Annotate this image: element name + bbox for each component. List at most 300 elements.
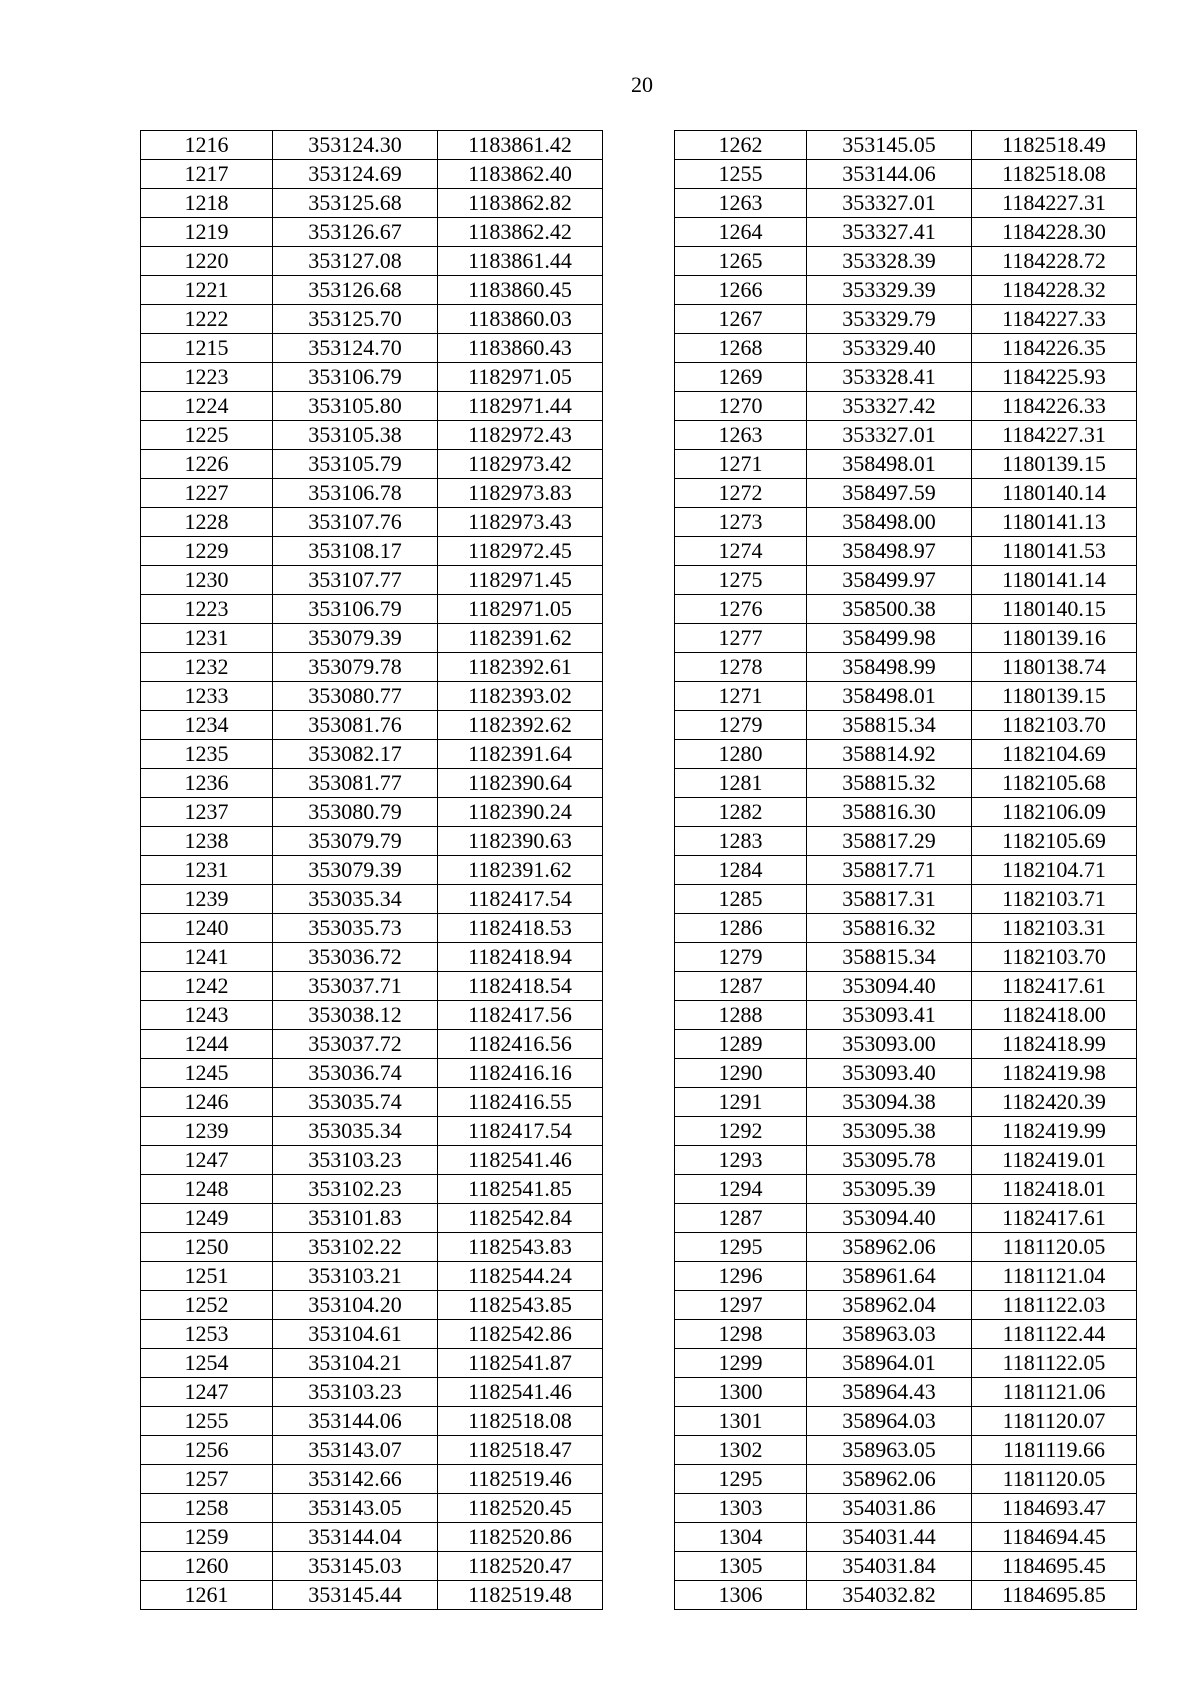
x-coordinate-cell: 358815.32 [807, 769, 972, 798]
point-number-cell: 1255 [141, 1407, 273, 1436]
table-row [141, 537, 603, 566]
table-row [675, 1436, 1137, 1465]
y-coordinate-cell: 1180141.14 [972, 566, 1137, 595]
point-number-cell: 1302 [675, 1436, 807, 1465]
point-number-cell: 1288 [675, 1001, 807, 1030]
point-number-cell: 1247 [141, 1146, 273, 1175]
point-number-cell: 1256 [141, 1436, 273, 1465]
point-number-cell: 1230 [141, 566, 273, 595]
y-coordinate-cell: 1180141.53 [972, 537, 1137, 566]
y-coordinate-cell: 1184225.93 [972, 363, 1137, 392]
y-coordinate-cell: 1182542.84 [438, 1204, 603, 1233]
page-number: 20 [631, 72, 653, 97]
point-number-cell: 1235 [141, 740, 273, 769]
y-coordinate-cell: 1182103.71 [972, 885, 1137, 914]
point-number-cell: 1232 [141, 653, 273, 682]
table-row [141, 1465, 603, 1494]
y-coordinate-cell: 1182518.08 [438, 1407, 603, 1436]
y-coordinate-cell: 1182541.46 [438, 1146, 603, 1175]
y-coordinate-cell: 1183860.45 [438, 276, 603, 305]
table-row [141, 276, 603, 305]
y-coordinate-cell: 1182103.31 [972, 914, 1137, 943]
coordinates-table-right [674, 130, 1137, 1610]
y-coordinate-cell: 1184693.47 [972, 1494, 1137, 1523]
x-coordinate-cell: 353079.78 [273, 653, 438, 682]
x-coordinate-cell: 353126.68 [273, 276, 438, 305]
y-coordinate-cell: 1183860.43 [438, 334, 603, 363]
x-coordinate-cell: 353108.17 [273, 537, 438, 566]
point-number-cell: 1259 [141, 1523, 273, 1552]
table-row [675, 247, 1137, 276]
table-row [675, 1146, 1137, 1175]
x-coordinate-cell: 353080.77 [273, 682, 438, 711]
table-row [675, 856, 1137, 885]
point-number-cell: 1270 [675, 392, 807, 421]
y-coordinate-cell: 1182543.85 [438, 1291, 603, 1320]
y-coordinate-cell: 1182390.64 [438, 769, 603, 798]
y-coordinate-cell: 1184226.33 [972, 392, 1137, 421]
x-coordinate-cell: 353095.39 [807, 1175, 972, 1204]
table-row [141, 1233, 603, 1262]
point-number-cell: 1227 [141, 479, 273, 508]
x-coordinate-cell: 353037.71 [273, 972, 438, 1001]
point-number-cell: 1300 [675, 1378, 807, 1407]
y-coordinate-cell: 1184695.45 [972, 1552, 1137, 1581]
y-coordinate-cell: 1184227.31 [972, 421, 1137, 450]
x-coordinate-cell: 358961.64 [807, 1262, 972, 1291]
y-coordinate-cell: 1182418.00 [972, 1001, 1137, 1030]
point-number-cell: 1242 [141, 972, 273, 1001]
x-coordinate-cell: 353329.39 [807, 276, 972, 305]
y-coordinate-cell: 1182392.61 [438, 653, 603, 682]
y-coordinate-cell: 1182417.56 [438, 1001, 603, 1030]
y-coordinate-cell: 1181119.66 [972, 1436, 1137, 1465]
y-coordinate-cell: 1182105.68 [972, 769, 1137, 798]
table-row [675, 160, 1137, 189]
table-row [675, 508, 1137, 537]
y-coordinate-cell: 1182973.42 [438, 450, 603, 479]
x-coordinate-cell: 354031.44 [807, 1523, 972, 1552]
x-coordinate-cell: 353037.72 [273, 1030, 438, 1059]
x-coordinate-cell: 353106.79 [273, 363, 438, 392]
x-coordinate-cell: 353327.01 [807, 421, 972, 450]
point-number-cell: 1263 [675, 189, 807, 218]
x-coordinate-cell: 358817.29 [807, 827, 972, 856]
table-row [675, 740, 1137, 769]
x-coordinate-cell: 358963.03 [807, 1320, 972, 1349]
y-coordinate-cell: 1182417.61 [972, 972, 1137, 1001]
table-row [675, 1001, 1137, 1030]
point-number-cell: 1243 [141, 1001, 273, 1030]
y-coordinate-cell: 1182416.16 [438, 1059, 603, 1088]
point-number-cell: 1215 [141, 334, 273, 363]
y-coordinate-cell: 1182419.99 [972, 1117, 1137, 1146]
table-row [141, 595, 603, 624]
point-number-cell: 1249 [141, 1204, 273, 1233]
x-coordinate-cell: 358498.99 [807, 653, 972, 682]
x-coordinate-cell: 353102.23 [273, 1175, 438, 1204]
x-coordinate-cell: 353124.70 [273, 334, 438, 363]
x-coordinate-cell: 353145.44 [273, 1581, 438, 1610]
y-coordinate-cell: 1182418.99 [972, 1030, 1137, 1059]
y-coordinate-cell: 1182104.71 [972, 856, 1137, 885]
x-coordinate-cell: 353145.03 [273, 1552, 438, 1581]
point-number-cell: 1257 [141, 1465, 273, 1494]
y-coordinate-cell: 1180141.13 [972, 508, 1137, 537]
table-row [675, 1262, 1137, 1291]
x-coordinate-cell: 358499.98 [807, 624, 972, 653]
point-number-cell: 1269 [675, 363, 807, 392]
x-coordinate-cell: 353038.12 [273, 1001, 438, 1030]
y-coordinate-cell: 1184228.30 [972, 218, 1137, 247]
table-row [675, 827, 1137, 856]
x-coordinate-cell: 353035.34 [273, 885, 438, 914]
y-coordinate-cell: 1183862.42 [438, 218, 603, 247]
x-coordinate-cell: 353095.78 [807, 1146, 972, 1175]
y-coordinate-cell: 1182972.45 [438, 537, 603, 566]
table-row [141, 827, 603, 856]
point-number-cell: 1258 [141, 1494, 273, 1523]
point-number-cell: 1303 [675, 1494, 807, 1523]
x-coordinate-cell: 353105.38 [273, 421, 438, 450]
table-row [675, 1581, 1137, 1610]
point-number-cell: 1219 [141, 218, 273, 247]
x-coordinate-cell: 353328.41 [807, 363, 972, 392]
y-coordinate-cell: 1184227.33 [972, 305, 1137, 334]
point-number-cell: 1245 [141, 1059, 273, 1088]
table-row [675, 450, 1137, 479]
point-number-cell: 1275 [675, 566, 807, 595]
point-number-cell: 1216 [141, 131, 273, 160]
table-row [675, 711, 1137, 740]
point-number-cell: 1306 [675, 1581, 807, 1610]
y-coordinate-cell: 1181121.06 [972, 1378, 1137, 1407]
table-row [675, 885, 1137, 914]
point-number-cell: 1251 [141, 1262, 273, 1291]
point-number-cell: 1299 [675, 1349, 807, 1378]
point-number-cell: 1272 [675, 479, 807, 508]
y-coordinate-cell: 1182420.39 [972, 1088, 1137, 1117]
table-row [675, 1378, 1137, 1407]
y-coordinate-cell: 1181122.44 [972, 1320, 1137, 1349]
table-row [141, 1030, 603, 1059]
table-row [675, 1291, 1137, 1320]
x-coordinate-cell: 353095.38 [807, 1117, 972, 1146]
x-coordinate-cell: 358963.05 [807, 1436, 972, 1465]
point-number-cell: 1233 [141, 682, 273, 711]
x-coordinate-cell: 358964.03 [807, 1407, 972, 1436]
x-coordinate-cell: 353142.66 [273, 1465, 438, 1494]
table-row [675, 1407, 1137, 1436]
x-coordinate-cell: 353079.39 [273, 856, 438, 885]
y-coordinate-cell: 1182543.83 [438, 1233, 603, 1262]
table-row [141, 798, 603, 827]
table-row [141, 711, 603, 740]
y-coordinate-cell: 1182418.53 [438, 914, 603, 943]
x-coordinate-cell: 358816.30 [807, 798, 972, 827]
point-number-cell: 1291 [675, 1088, 807, 1117]
point-number-cell: 1260 [141, 1552, 273, 1581]
y-coordinate-cell: 1184695.85 [972, 1581, 1137, 1610]
x-coordinate-cell: 353081.76 [273, 711, 438, 740]
y-coordinate-cell: 1182971.45 [438, 566, 603, 595]
y-coordinate-cell: 1182541.46 [438, 1378, 603, 1407]
table-row [141, 1436, 603, 1465]
table-row [141, 189, 603, 218]
table-row [141, 1349, 603, 1378]
table-row [675, 218, 1137, 247]
point-number-cell: 1282 [675, 798, 807, 827]
table-row [141, 305, 603, 334]
y-coordinate-cell: 1182418.54 [438, 972, 603, 1001]
x-coordinate-cell: 353104.61 [273, 1320, 438, 1349]
x-coordinate-cell: 353103.21 [273, 1262, 438, 1291]
y-coordinate-cell: 1182418.01 [972, 1175, 1137, 1204]
y-coordinate-cell: 1181120.07 [972, 1407, 1137, 1436]
y-coordinate-cell: 1182972.43 [438, 421, 603, 450]
coordinates-table-left [140, 130, 603, 1610]
table-row [141, 624, 603, 653]
table-row [675, 537, 1137, 566]
x-coordinate-cell: 353094.40 [807, 1204, 972, 1233]
table-row [675, 1523, 1137, 1552]
table-row [141, 1088, 603, 1117]
y-coordinate-cell: 1183862.82 [438, 189, 603, 218]
y-coordinate-cell: 1182390.63 [438, 827, 603, 856]
x-coordinate-cell: 358817.31 [807, 885, 972, 914]
x-coordinate-cell: 353080.79 [273, 798, 438, 827]
table-row [141, 1320, 603, 1349]
point-number-cell: 1220 [141, 247, 273, 276]
table-row [675, 1175, 1137, 1204]
y-coordinate-cell: 1182544.24 [438, 1262, 603, 1291]
table-row [675, 421, 1137, 450]
point-number-cell: 1279 [675, 711, 807, 740]
x-coordinate-cell: 353036.74 [273, 1059, 438, 1088]
y-coordinate-cell: 1182971.05 [438, 363, 603, 392]
x-coordinate-cell: 353124.69 [273, 160, 438, 189]
y-coordinate-cell: 1180139.16 [972, 624, 1137, 653]
table-row [141, 682, 603, 711]
x-coordinate-cell: 353143.05 [273, 1494, 438, 1523]
point-number-cell: 1252 [141, 1291, 273, 1320]
x-coordinate-cell: 353036.72 [273, 943, 438, 972]
x-coordinate-cell: 353104.21 [273, 1349, 438, 1378]
table-row [141, 247, 603, 276]
point-number-cell: 1295 [675, 1233, 807, 1262]
point-number-cell: 1273 [675, 508, 807, 537]
point-number-cell: 1238 [141, 827, 273, 856]
point-number-cell: 1298 [675, 1320, 807, 1349]
point-number-cell: 1294 [675, 1175, 807, 1204]
x-coordinate-cell: 358498.01 [807, 682, 972, 711]
table-row [141, 653, 603, 682]
y-coordinate-cell: 1182542.86 [438, 1320, 603, 1349]
x-coordinate-cell: 353105.80 [273, 392, 438, 421]
x-coordinate-cell: 353125.70 [273, 305, 438, 334]
y-coordinate-cell: 1180139.15 [972, 450, 1137, 479]
y-coordinate-cell: 1182520.45 [438, 1494, 603, 1523]
x-coordinate-cell: 358814.92 [807, 740, 972, 769]
point-number-cell: 1224 [141, 392, 273, 421]
point-number-cell: 1223 [141, 595, 273, 624]
point-number-cell: 1287 [675, 972, 807, 1001]
x-coordinate-cell: 353107.76 [273, 508, 438, 537]
y-coordinate-cell: 1182390.24 [438, 798, 603, 827]
x-coordinate-cell: 358498.01 [807, 450, 972, 479]
x-coordinate-cell: 354031.84 [807, 1552, 972, 1581]
point-number-cell: 1290 [675, 1059, 807, 1088]
table-row [141, 1001, 603, 1030]
y-coordinate-cell: 1184226.35 [972, 334, 1137, 363]
point-number-cell: 1296 [675, 1262, 807, 1291]
y-coordinate-cell: 1181121.04 [972, 1262, 1137, 1291]
table-row [141, 479, 603, 508]
table-row [141, 972, 603, 1001]
x-coordinate-cell: 353329.40 [807, 334, 972, 363]
y-coordinate-cell: 1182419.01 [972, 1146, 1137, 1175]
point-number-cell: 1246 [141, 1088, 273, 1117]
x-coordinate-cell: 353107.77 [273, 566, 438, 595]
table-row [141, 1378, 603, 1407]
x-coordinate-cell: 358498.00 [807, 508, 972, 537]
table-row [675, 972, 1137, 1001]
point-number-cell: 1271 [675, 682, 807, 711]
y-coordinate-cell: 1182541.87 [438, 1349, 603, 1378]
y-coordinate-cell: 1182419.98 [972, 1059, 1137, 1088]
y-coordinate-cell: 1182417.54 [438, 1117, 603, 1146]
point-number-cell: 1279 [675, 943, 807, 972]
y-coordinate-cell: 1182418.94 [438, 943, 603, 972]
y-coordinate-cell: 1182105.69 [972, 827, 1137, 856]
x-coordinate-cell: 358815.34 [807, 711, 972, 740]
table-row [141, 1117, 603, 1146]
x-coordinate-cell: 353144.04 [273, 1523, 438, 1552]
y-coordinate-cell: 1182103.70 [972, 711, 1137, 740]
table-row [675, 1552, 1137, 1581]
point-number-cell: 1293 [675, 1146, 807, 1175]
y-coordinate-cell: 1184694.45 [972, 1523, 1137, 1552]
table-row [141, 160, 603, 189]
y-coordinate-cell: 1184227.31 [972, 189, 1137, 218]
point-number-cell: 1229 [141, 537, 273, 566]
point-number-cell: 1261 [141, 1581, 273, 1610]
x-coordinate-cell: 353328.39 [807, 247, 972, 276]
y-coordinate-cell: 1182541.85 [438, 1175, 603, 1204]
point-number-cell: 1244 [141, 1030, 273, 1059]
x-coordinate-cell: 358964.43 [807, 1378, 972, 1407]
table-row [141, 421, 603, 450]
point-number-cell: 1281 [675, 769, 807, 798]
x-coordinate-cell: 353105.79 [273, 450, 438, 479]
y-coordinate-cell: 1180139.15 [972, 682, 1137, 711]
point-number-cell: 1264 [675, 218, 807, 247]
table-row [141, 1262, 603, 1291]
table-row [141, 363, 603, 392]
x-coordinate-cell: 353126.67 [273, 218, 438, 247]
y-coordinate-cell: 1182417.61 [972, 1204, 1137, 1233]
x-coordinate-cell: 353081.77 [273, 769, 438, 798]
table-row [141, 334, 603, 363]
point-number-cell: 1253 [141, 1320, 273, 1349]
point-number-cell: 1222 [141, 305, 273, 334]
point-number-cell: 1254 [141, 1349, 273, 1378]
table-row [675, 392, 1137, 421]
x-coordinate-cell: 354031.86 [807, 1494, 972, 1523]
y-coordinate-cell: 1181120.05 [972, 1233, 1137, 1262]
table-row [141, 1581, 603, 1610]
point-number-cell: 1276 [675, 595, 807, 624]
point-number-cell: 1278 [675, 653, 807, 682]
y-coordinate-cell: 1182973.83 [438, 479, 603, 508]
x-coordinate-cell: 353144.06 [273, 1407, 438, 1436]
x-coordinate-cell: 358962.06 [807, 1465, 972, 1494]
x-coordinate-cell: 353125.68 [273, 189, 438, 218]
table-row [141, 392, 603, 421]
table-row [141, 1146, 603, 1175]
point-number-cell: 1218 [141, 189, 273, 218]
x-coordinate-cell: 353093.00 [807, 1030, 972, 1059]
table-row [675, 595, 1137, 624]
point-number-cell: 1221 [141, 276, 273, 305]
x-coordinate-cell: 353143.07 [273, 1436, 438, 1465]
point-number-cell: 1265 [675, 247, 807, 276]
y-coordinate-cell: 1183861.44 [438, 247, 603, 276]
y-coordinate-cell: 1182973.43 [438, 508, 603, 537]
y-coordinate-cell: 1182391.62 [438, 856, 603, 885]
y-coordinate-cell: 1182417.54 [438, 885, 603, 914]
table-row [675, 1233, 1137, 1262]
table-row [675, 1465, 1137, 1494]
x-coordinate-cell: 358962.04 [807, 1291, 972, 1320]
table-row [141, 1291, 603, 1320]
point-number-cell: 1286 [675, 914, 807, 943]
table-row [675, 1059, 1137, 1088]
x-coordinate-cell: 353093.40 [807, 1059, 972, 1088]
table-row [675, 479, 1137, 508]
point-number-cell: 1237 [141, 798, 273, 827]
y-coordinate-cell: 1182518.49 [972, 131, 1137, 160]
table-row [141, 508, 603, 537]
x-coordinate-cell: 358498.97 [807, 537, 972, 566]
x-coordinate-cell: 353127.08 [273, 247, 438, 276]
y-coordinate-cell: 1182104.69 [972, 740, 1137, 769]
point-number-cell: 1283 [675, 827, 807, 856]
table-row [141, 218, 603, 247]
y-coordinate-cell: 1184228.72 [972, 247, 1137, 276]
table-row [675, 798, 1137, 827]
table-row [675, 189, 1137, 218]
table-row [675, 1494, 1137, 1523]
point-number-cell: 1285 [675, 885, 807, 914]
y-coordinate-cell: 1183860.03 [438, 305, 603, 334]
table-row [141, 131, 603, 160]
x-coordinate-cell: 353103.23 [273, 1378, 438, 1407]
table-row [675, 305, 1137, 334]
y-coordinate-cell: 1181120.05 [972, 1465, 1137, 1494]
table-row [675, 1204, 1137, 1233]
point-number-cell: 1239 [141, 1117, 273, 1146]
table-row [675, 363, 1137, 392]
x-coordinate-cell: 353104.20 [273, 1291, 438, 1320]
table-row [675, 769, 1137, 798]
point-number-cell: 1280 [675, 740, 807, 769]
point-number-cell: 1248 [141, 1175, 273, 1204]
y-coordinate-cell: 1182106.09 [972, 798, 1137, 827]
y-coordinate-cell: 1182519.46 [438, 1465, 603, 1494]
y-coordinate-cell: 1183862.40 [438, 160, 603, 189]
point-number-cell: 1297 [675, 1291, 807, 1320]
